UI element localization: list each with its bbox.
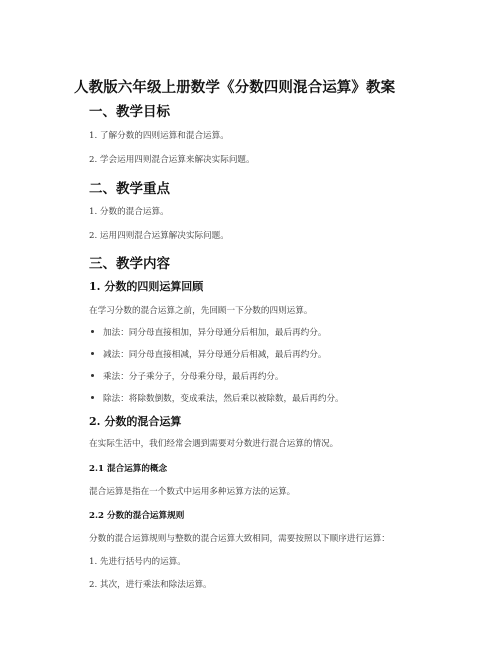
rule-item-1: 1. 先进行括号内的运算。 [89,557,186,567]
bullet-item-addition: 加法：同分母直接相加，异分母通分后相加，最后再约分。 [103,328,327,338]
bullet-icon [91,396,94,399]
subsubsection-heading-concept: 2.1 混合运算的概念 [89,464,168,474]
bullet-icon [91,352,94,355]
bullet-item-division: 除法：将除数倒数，变成乘法，然后乘以被除数，最后再约分。 [103,394,344,404]
bullet-icon [91,374,94,377]
subsubsection-heading-rules: 2.2 分数的混合运算规则 [89,511,185,521]
objective-item-2: 2. 学会运用四则混合运算来解决实际问题。 [89,155,255,165]
document-title: 人教版六年级上册数学《分数四则混合运算》教案 [74,79,396,96]
subsection-heading-mixed: 2. 分数的混合运算 [89,415,182,428]
objective-item-1: 1. 了解分数的四则运算和混合运算。 [89,131,229,141]
rule-item-2: 2. 其次，进行乘法和除法运算。 [89,580,212,590]
section-heading-objectives: 一、教学目标 [89,104,170,120]
key-point-item-2: 2. 运用四则混合运算解决实际问题。 [89,231,229,241]
bullet-item-multiplication: 乘法：分子乘分子，分母乘分母，最后再约分。 [103,372,284,382]
section-heading-content: 三、教学内容 [89,256,170,272]
mixed-intro: 在实际生活中，我们经常会遇到需要对分数进行混合运算的情况。 [89,439,339,449]
concept-text: 混合运算是指在一个数式中运用多种运算方法的运算。 [89,487,296,497]
key-point-item-1: 1. 分数的混合运算。 [89,207,169,217]
review-intro: 在学习分数的混合运算之前，先回顾一下分数的四则运算。 [89,306,313,316]
section-heading-key-points: 二、教学重点 [89,181,170,197]
rules-text: 分数的混合运算规则与整数的混合运算大致相同，需要按照以下顺序进行运算： [89,534,390,544]
subsection-heading-review: 1. 分数的四则运算回顾 [89,280,204,293]
bullet-item-subtraction: 减法：同分母直接相减，异分母通分后相减，最后再约分。 [103,350,327,360]
bullet-icon [91,330,94,333]
